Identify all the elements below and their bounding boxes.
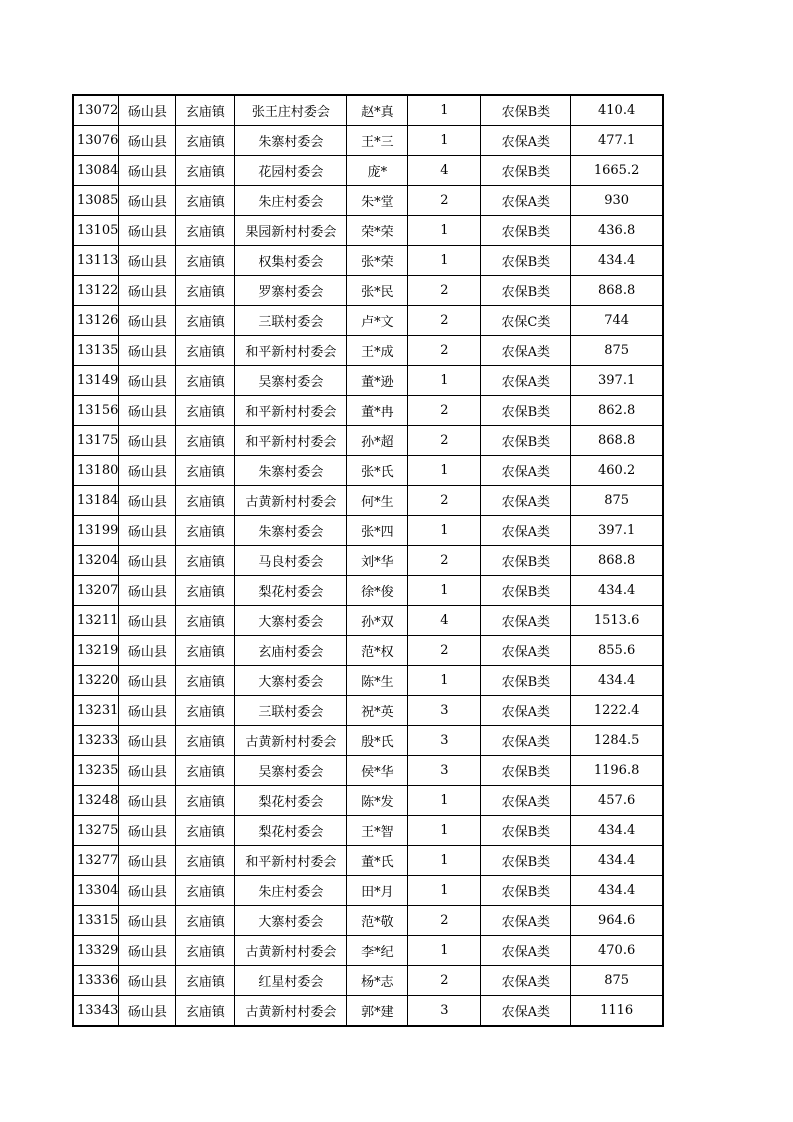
record-id-cell: 13076: [73, 126, 119, 156]
name-cell: 孙*双: [347, 606, 408, 636]
village-committee-cell: 大寨村委会: [235, 606, 347, 636]
village-committee-cell: 朱寨村委会: [235, 456, 347, 486]
town-cell: 玄庙镇: [176, 306, 235, 336]
county-cell: 砀山县: [119, 756, 176, 786]
record-id-cell: 13122: [73, 276, 119, 306]
table-row: [73, 516, 663, 546]
table-row: [73, 276, 663, 306]
amount-cell: 397.1: [571, 366, 663, 396]
table-row: [73, 756, 663, 786]
table-row: [73, 576, 663, 606]
record-id-cell: 13204: [73, 546, 119, 576]
record-id-cell: 13156: [73, 396, 119, 426]
table-row: [73, 996, 663, 1027]
table-row: [73, 426, 663, 456]
table-row: [73, 336, 663, 366]
count-cell: 1: [408, 936, 481, 966]
category-cell: 农保A类: [481, 906, 571, 936]
count-cell: 1: [408, 456, 481, 486]
name-cell: 陈*生: [347, 666, 408, 696]
name-cell: 何*生: [347, 486, 408, 516]
record-id-cell: 13180: [73, 456, 119, 486]
name-cell: 朱*堂: [347, 186, 408, 216]
table-row: [73, 216, 663, 246]
name-cell: 张*氏: [347, 456, 408, 486]
category-cell: 农保B类: [481, 246, 571, 276]
record-id-cell: 13248: [73, 786, 119, 816]
village-committee-cell: 梨花村委会: [235, 816, 347, 846]
county-cell: 砀山县: [119, 936, 176, 966]
category-cell: 农保B类: [481, 846, 571, 876]
category-cell: 农保A类: [481, 186, 571, 216]
town-cell: 玄庙镇: [176, 636, 235, 666]
amount-cell: 477.1: [571, 126, 663, 156]
record-id-cell: 13184: [73, 486, 119, 516]
table-row: [73, 606, 663, 636]
table-row: [73, 696, 663, 726]
village-committee-cell: 罗寨村委会: [235, 276, 347, 306]
county-cell: 砀山县: [119, 846, 176, 876]
amount-cell: 457.6: [571, 786, 663, 816]
count-cell: 1: [408, 666, 481, 696]
category-cell: 农保B类: [481, 276, 571, 306]
amount-cell: 1665.2: [571, 156, 663, 186]
name-cell: 陈*发: [347, 786, 408, 816]
village-committee-cell: 吴寨村委会: [235, 756, 347, 786]
county-cell: 砀山县: [119, 306, 176, 336]
category-cell: 农保A类: [481, 606, 571, 636]
record-id-cell: 13199: [73, 516, 119, 546]
village-committee-cell: 朱寨村委会: [235, 126, 347, 156]
town-cell: 玄庙镇: [176, 846, 235, 876]
record-id-cell: 13220: [73, 666, 119, 696]
category-cell: 农保B类: [481, 816, 571, 846]
category-cell: 农保A类: [481, 366, 571, 396]
amount-cell: 434.4: [571, 576, 663, 606]
name-cell: 田*月: [347, 876, 408, 906]
count-cell: 2: [408, 306, 481, 336]
name-cell: 卢*文: [347, 306, 408, 336]
town-cell: 玄庙镇: [176, 876, 235, 906]
amount-cell: 875: [571, 486, 663, 516]
record-id-cell: 13343: [73, 996, 119, 1027]
category-cell: 农保C类: [481, 306, 571, 336]
amount-cell: 434.4: [571, 876, 663, 906]
county-cell: 砀山县: [119, 95, 176, 126]
table-row: [73, 366, 663, 396]
table-row: [73, 306, 663, 336]
record-id-cell: 13105: [73, 216, 119, 246]
table-row: [73, 95, 663, 126]
count-cell: 2: [408, 906, 481, 936]
count-cell: 1: [408, 786, 481, 816]
count-cell: 2: [408, 546, 481, 576]
category-cell: 农保A类: [481, 696, 571, 726]
town-cell: 玄庙镇: [176, 906, 235, 936]
count-cell: 4: [408, 156, 481, 186]
count-cell: 3: [408, 726, 481, 756]
village-committee-cell: 吴寨村委会: [235, 366, 347, 396]
county-cell: 砀山县: [119, 366, 176, 396]
count-cell: 1: [408, 846, 481, 876]
category-cell: 农保A类: [481, 726, 571, 756]
record-id-cell: 13084: [73, 156, 119, 186]
amount-cell: 434.4: [571, 666, 663, 696]
amount-cell: 868.8: [571, 546, 663, 576]
county-cell: 砀山县: [119, 186, 176, 216]
town-cell: 玄庙镇: [176, 366, 235, 396]
table-row: [73, 156, 663, 186]
county-cell: 砀山县: [119, 546, 176, 576]
count-cell: 2: [408, 636, 481, 666]
village-committee-cell: 和平新村村委会: [235, 396, 347, 426]
amount-cell: 855.6: [571, 636, 663, 666]
town-cell: 玄庙镇: [176, 456, 235, 486]
record-id-cell: 13175: [73, 426, 119, 456]
count-cell: 2: [408, 336, 481, 366]
record-id-cell: 13277: [73, 846, 119, 876]
name-cell: 王*智: [347, 816, 408, 846]
category-cell: 农保B类: [481, 576, 571, 606]
name-cell: 杨*志: [347, 966, 408, 996]
amount-cell: 964.6: [571, 906, 663, 936]
amount-cell: 1513.6: [571, 606, 663, 636]
record-id-cell: 13336: [73, 966, 119, 996]
county-cell: 砀山县: [119, 486, 176, 516]
amount-cell: 460.2: [571, 456, 663, 486]
count-cell: 1: [408, 126, 481, 156]
county-cell: 砀山县: [119, 786, 176, 816]
record-id-cell: 13135: [73, 336, 119, 366]
village-committee-cell: 朱庄村委会: [235, 876, 347, 906]
amount-cell: 397.1: [571, 516, 663, 546]
amount-cell: 875: [571, 336, 663, 366]
town-cell: 玄庙镇: [176, 936, 235, 966]
amount-cell: 436.8: [571, 216, 663, 246]
record-id-cell: 13072: [73, 95, 119, 126]
county-cell: 砀山县: [119, 666, 176, 696]
amount-cell: 1116: [571, 996, 663, 1027]
record-id-cell: 13275: [73, 816, 119, 846]
count-cell: 1: [408, 516, 481, 546]
category-cell: 农保A类: [481, 966, 571, 996]
record-id-cell: 13126: [73, 306, 119, 336]
village-committee-cell: 和平新村村委会: [235, 336, 347, 366]
name-cell: 殷*氏: [347, 726, 408, 756]
name-cell: 刘*华: [347, 546, 408, 576]
category-cell: 农保B类: [481, 666, 571, 696]
record-id-cell: 13211: [73, 606, 119, 636]
count-cell: 4: [408, 606, 481, 636]
name-cell: 范*敬: [347, 906, 408, 936]
table-row: [73, 816, 663, 846]
town-cell: 玄庙镇: [176, 756, 235, 786]
count-cell: 3: [408, 696, 481, 726]
village-committee-cell: 古黄新村村委会: [235, 996, 347, 1027]
county-cell: 砀山县: [119, 816, 176, 846]
town-cell: 玄庙镇: [176, 126, 235, 156]
count-cell: 2: [408, 276, 481, 306]
record-id-cell: 13304: [73, 876, 119, 906]
county-cell: 砀山县: [119, 876, 176, 906]
record-id-cell: 13149: [73, 366, 119, 396]
name-cell: 张*荣: [347, 246, 408, 276]
name-cell: 徐*俊: [347, 576, 408, 606]
county-cell: 砀山县: [119, 696, 176, 726]
county-cell: 砀山县: [119, 396, 176, 426]
name-cell: 荣*荣: [347, 216, 408, 246]
village-committee-cell: 古黄新村村委会: [235, 936, 347, 966]
amount-cell: 930: [571, 186, 663, 216]
name-cell: 李*纪: [347, 936, 408, 966]
name-cell: 郭*建: [347, 996, 408, 1027]
record-id-cell: 13329: [73, 936, 119, 966]
town-cell: 玄庙镇: [176, 186, 235, 216]
record-id-cell: 13207: [73, 576, 119, 606]
town-cell: 玄庙镇: [176, 546, 235, 576]
county-cell: 砀山县: [119, 966, 176, 996]
category-cell: 农保A类: [481, 516, 571, 546]
amount-cell: 470.6: [571, 936, 663, 966]
record-id-cell: 13235: [73, 756, 119, 786]
count-cell: 3: [408, 756, 481, 786]
village-committee-cell: 大寨村委会: [235, 666, 347, 696]
count-cell: 1: [408, 576, 481, 606]
county-cell: 砀山县: [119, 246, 176, 276]
county-cell: 砀山县: [119, 516, 176, 546]
data-table: [72, 94, 664, 1027]
category-cell: 农保B类: [481, 756, 571, 786]
amount-cell: 434.4: [571, 246, 663, 276]
amount-cell: 434.4: [571, 816, 663, 846]
town-cell: 玄庙镇: [176, 516, 235, 546]
town-cell: 玄庙镇: [176, 666, 235, 696]
count-cell: 1: [408, 876, 481, 906]
amount-cell: 862.8: [571, 396, 663, 426]
name-cell: 张*民: [347, 276, 408, 306]
table-body: [73, 95, 663, 1026]
village-committee-cell: 三联村委会: [235, 306, 347, 336]
category-cell: 农保A类: [481, 486, 571, 516]
category-cell: 农保B类: [481, 546, 571, 576]
category-cell: 农保B类: [481, 426, 571, 456]
county-cell: 砀山县: [119, 996, 176, 1027]
village-committee-cell: 古黄新村村委会: [235, 726, 347, 756]
town-cell: 玄庙镇: [176, 816, 235, 846]
count-cell: 2: [408, 426, 481, 456]
table-row: [73, 486, 663, 516]
village-committee-cell: 红星村委会: [235, 966, 347, 996]
village-committee-cell: 梨花村委会: [235, 576, 347, 606]
county-cell: 砀山县: [119, 726, 176, 756]
county-cell: 砀山县: [119, 606, 176, 636]
table-row: [73, 396, 663, 426]
town-cell: 玄庙镇: [176, 486, 235, 516]
town-cell: 玄庙镇: [176, 95, 235, 126]
table-row: [73, 936, 663, 966]
count-cell: 2: [408, 396, 481, 426]
village-committee-cell: 权集村委会: [235, 246, 347, 276]
name-cell: 董*氏: [347, 846, 408, 876]
town-cell: 玄庙镇: [176, 336, 235, 366]
name-cell: 孙*超: [347, 426, 408, 456]
table-row: [73, 126, 663, 156]
count-cell: 1: [408, 216, 481, 246]
village-committee-cell: 和平新村村委会: [235, 426, 347, 456]
category-cell: 农保B类: [481, 876, 571, 906]
village-committee-cell: 和平新村村委会: [235, 846, 347, 876]
name-cell: 侯*华: [347, 756, 408, 786]
table-row: [73, 726, 663, 756]
amount-cell: 410.4: [571, 95, 663, 126]
county-cell: 砀山县: [119, 216, 176, 246]
count-cell: 2: [408, 486, 481, 516]
town-cell: 玄庙镇: [176, 216, 235, 246]
record-id-cell: 13113: [73, 246, 119, 276]
count-cell: 2: [408, 186, 481, 216]
name-cell: 张*四: [347, 516, 408, 546]
county-cell: 砀山县: [119, 906, 176, 936]
count-cell: 1: [408, 816, 481, 846]
county-cell: 砀山县: [119, 276, 176, 306]
name-cell: 董*逊: [347, 366, 408, 396]
category-cell: 农保B类: [481, 216, 571, 246]
category-cell: 农保A类: [481, 936, 571, 966]
town-cell: 玄庙镇: [176, 156, 235, 186]
category-cell: 农保B类: [481, 156, 571, 186]
category-cell: 农保A类: [481, 996, 571, 1027]
village-committee-cell: 果园新村村委会: [235, 216, 347, 246]
county-cell: 砀山县: [119, 426, 176, 456]
record-id-cell: 13085: [73, 186, 119, 216]
category-cell: 农保A类: [481, 126, 571, 156]
table-row: [73, 786, 663, 816]
category-cell: 农保B类: [481, 396, 571, 426]
table-row: [73, 966, 663, 996]
county-cell: 砀山县: [119, 156, 176, 186]
town-cell: 玄庙镇: [176, 276, 235, 306]
category-cell: 农保A类: [481, 336, 571, 366]
amount-cell: 744: [571, 306, 663, 336]
count-cell: 3: [408, 996, 481, 1027]
table-row: [73, 246, 663, 276]
amount-cell: 1196.8: [571, 756, 663, 786]
town-cell: 玄庙镇: [176, 996, 235, 1027]
town-cell: 玄庙镇: [176, 606, 235, 636]
name-cell: 赵*真: [347, 95, 408, 126]
count-cell: 1: [408, 366, 481, 396]
count-cell: 2: [408, 966, 481, 996]
name-cell: 董*冉: [347, 396, 408, 426]
category-cell: 农保B类: [481, 95, 571, 126]
category-cell: 农保A类: [481, 636, 571, 666]
town-cell: 玄庙镇: [176, 426, 235, 456]
county-cell: 砀山县: [119, 336, 176, 366]
amount-cell: 875: [571, 966, 663, 996]
village-committee-cell: 三联村委会: [235, 696, 347, 726]
table-row: [73, 906, 663, 936]
town-cell: 玄庙镇: [176, 786, 235, 816]
amount-cell: 1222.4: [571, 696, 663, 726]
table-row: [73, 876, 663, 906]
name-cell: 范*权: [347, 636, 408, 666]
table-row: [73, 186, 663, 216]
count-cell: 1: [408, 95, 481, 126]
village-committee-cell: 花园村委会: [235, 156, 347, 186]
name-cell: 王*三: [347, 126, 408, 156]
county-cell: 砀山县: [119, 636, 176, 666]
town-cell: 玄庙镇: [176, 246, 235, 276]
town-cell: 玄庙镇: [176, 396, 235, 426]
county-cell: 砀山县: [119, 126, 176, 156]
table-row: [73, 546, 663, 576]
record-id-cell: 13231: [73, 696, 119, 726]
village-committee-cell: 马良村委会: [235, 546, 347, 576]
village-committee-cell: 朱庄村委会: [235, 186, 347, 216]
record-id-cell: 13233: [73, 726, 119, 756]
village-committee-cell: 朱寨村委会: [235, 516, 347, 546]
village-committee-cell: 古黄新村村委会: [235, 486, 347, 516]
table-row: [73, 456, 663, 486]
village-committee-cell: 大寨村委会: [235, 906, 347, 936]
town-cell: 玄庙镇: [176, 726, 235, 756]
record-id-cell: 13315: [73, 906, 119, 936]
name-cell: 王*成: [347, 336, 408, 366]
amount-cell: 1284.5: [571, 726, 663, 756]
county-cell: 砀山县: [119, 576, 176, 606]
county-cell: 砀山县: [119, 456, 176, 486]
record-id-cell: 13219: [73, 636, 119, 666]
town-cell: 玄庙镇: [176, 696, 235, 726]
town-cell: 玄庙镇: [176, 576, 235, 606]
village-committee-cell: 梨花村委会: [235, 786, 347, 816]
amount-cell: 434.4: [571, 846, 663, 876]
name-cell: 庞*: [347, 156, 408, 186]
table-row: [73, 636, 663, 666]
count-cell: 1: [408, 246, 481, 276]
amount-cell: 868.8: [571, 426, 663, 456]
village-committee-cell: 张王庄村委会: [235, 95, 347, 126]
village-committee-cell: 玄庙村委会: [235, 636, 347, 666]
category-cell: 农保A类: [481, 786, 571, 816]
category-cell: 农保A类: [481, 456, 571, 486]
name-cell: 祝*英: [347, 696, 408, 726]
amount-cell: 868.8: [571, 276, 663, 306]
town-cell: 玄庙镇: [176, 966, 235, 996]
table-row: [73, 666, 663, 696]
table-row: [73, 846, 663, 876]
